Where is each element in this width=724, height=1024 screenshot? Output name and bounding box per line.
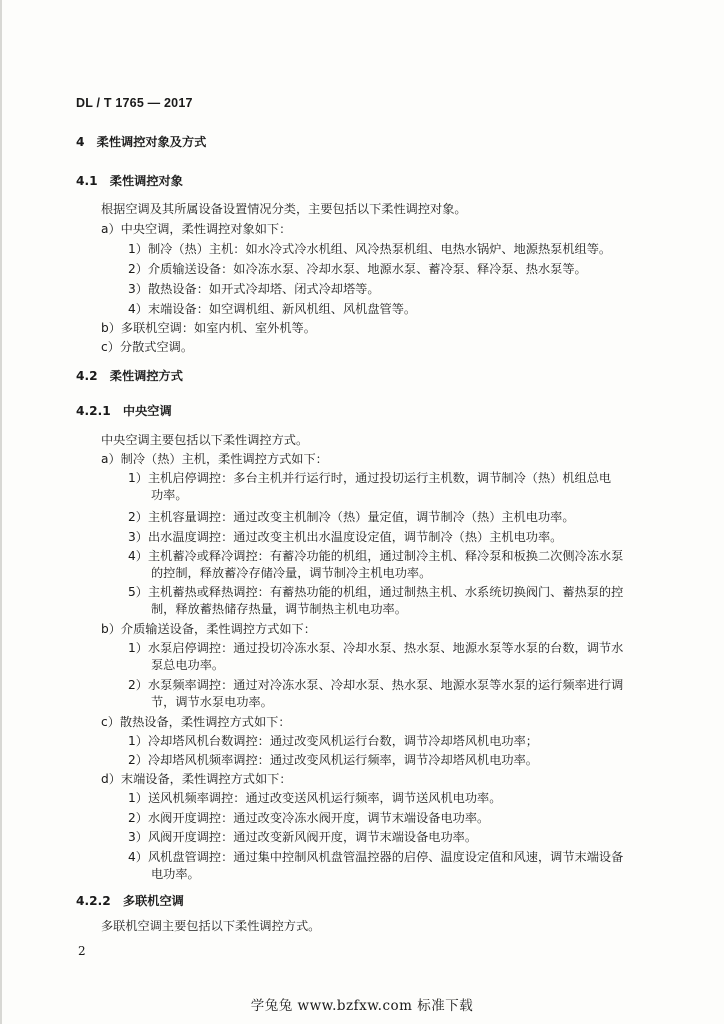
list-item-d: d）末端设备，柔性调控方式如下：	[101, 772, 292, 786]
list-item-a: a）中央空调，柔性调控对象如下：	[101, 222, 292, 236]
list-item-continuation: 的控制，释放蓄冷存储冷量，调节制冷主机电功率。	[151, 566, 432, 580]
page-number: 2	[78, 944, 86, 958]
paragraph: 中央空调主要包括以下柔性调控方式。	[101, 433, 309, 447]
paragraph: 多联机空调主要包括以下柔性调控方式。	[101, 919, 321, 933]
list-item: 4）主机蓄冷或释冷调控：有蓄冷功能的机组，通过制冷主机、释冷泵和板换二次侧冷冻水泵	[128, 549, 624, 563]
paragraph: 根据空调及其所属设备设置情况分类，主要包括以下柔性调控对象。	[101, 202, 467, 216]
list-item: 2）水泵频率调控：通过对冷冻水泵、冷却水泵、热水泵、地源水泵等水泵的运行频率进行调	[128, 678, 624, 692]
list-item-continuation: 电功率。	[151, 867, 200, 881]
list-item: 4）风机盘管调控：通过集中控制风机盘管温控器的启停、温度设定值和风速，调节末端设备	[128, 850, 624, 864]
list-item: 2）冷却塔风机频率调控：通过改变风机运行频率，调节冷却塔风机电功率。	[128, 753, 538, 767]
document-header: DL / T 1765 — 2017	[76, 96, 193, 110]
list-item: 3）散热设备：如开式冷却塔、闭式冷却塔等。	[128, 282, 380, 296]
list-item-continuation: 制，释放蓄热储存热量，调节制热主机电功率。	[151, 602, 407, 616]
list-item: 5）主机蓄热或释热调控：有蓄热功能的机组，通过制热主机、水系统切换阀门、蓄热泵的控	[128, 585, 624, 599]
list-item: 2）主机容量调控：通过改变主机制冷（热）量定值，调节制冷（热）主机电功率。	[128, 510, 575, 524]
list-item: 1）送风机频率调控：通过改变送风机运行频率，调节送风机电功率。	[128, 791, 502, 805]
list-item: 4）末端设备：如空调机组、新风机组、风机盘管等。	[128, 302, 417, 316]
list-item-continuation: 泵总电功率。	[151, 658, 225, 672]
list-item: 3）出水温度调控：通过改变主机出水温度设定值，调节制冷（热）主机电功率。	[128, 530, 563, 544]
list-item-b: b）多联机空调：如室内机、室外机等。	[101, 321, 316, 335]
section-4-2-heading: 4.2 柔性调控方式	[76, 369, 183, 383]
list-item-continuation: 功率。	[151, 488, 188, 502]
list-item-a: a）制冷（热）主机，柔性调控方式如下：	[101, 452, 328, 466]
list-item-b: b）介质输送设备，柔性调控方式如下：	[101, 622, 316, 636]
list-item: 1）冷却塔风机台数调控：通过改变风机运行台数，调节冷却塔风机电功率；	[128, 734, 538, 748]
section-4-2-1-heading: 4.2.1 中央空调	[76, 404, 172, 418]
list-item: 1）主机启停调控：多台主机并行运行时，通过投切运行主机数，调节制冷（热）机组总电	[128, 471, 612, 485]
section-4-2-2-heading: 4.2.2 多联机空调	[76, 894, 184, 908]
list-item: 1）水泵启停调控：通过投切冷冻水泵、冷却水泵、热水泵、地源水泵等水泵的台数，调节水	[128, 641, 624, 655]
list-item: 1）制冷（热）主机：如水冷式冷水机组、风冷热泵机组、电热水锅炉、地源热泵机组等。	[128, 242, 612, 256]
list-item: 3）风阀开度调控：通过改变新风阀开度，调节末端设备电功率。	[128, 830, 478, 844]
list-item: 2）水阀开度调控：通过改变冷冻水阀开度，调节末端设备电功率。	[128, 811, 490, 825]
footer-watermark: 学兔兔 www.bzfxw.com 标准下载	[250, 998, 474, 1014]
list-item-c: c）散热设备，柔性调控方式如下：	[101, 715, 291, 729]
list-item-c: c）分散式空调。	[101, 340, 194, 354]
list-item: 2）介质输送设备：如冷冻水泵、冷却水泵、地源水泵、蓄冷泵、释冷泵、热水泵等。	[128, 262, 587, 276]
section-4-1-heading: 4.1 柔性调控对象	[76, 174, 183, 188]
section-4-heading: 4 柔性调控对象及方式	[76, 135, 207, 149]
list-item-continuation: 节，调节水泵电功率。	[151, 695, 273, 709]
